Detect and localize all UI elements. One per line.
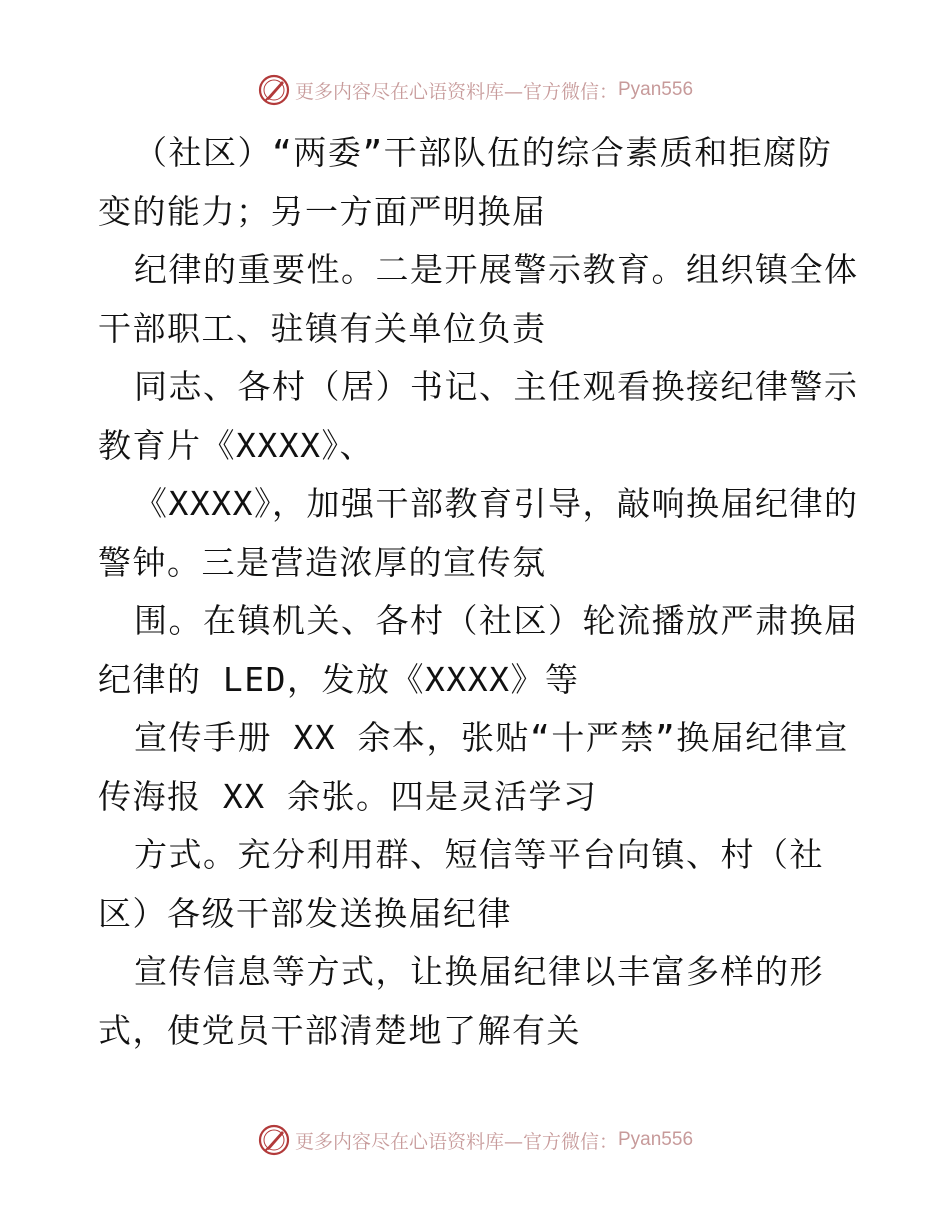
body-line: 《XXXX》，加强干部教育引导，敲响换届纪律的	[134, 484, 859, 523]
quill-seal-icon	[257, 73, 291, 107]
body-line: 干部职工、驻镇有关单位负责	[98, 308, 547, 348]
watermark-text: 更多内容尽在心语资料库—官方微信：	[294, 1130, 618, 1153]
body-line: 宣传手册 XX 余本，张贴“十严禁”换届纪律宣	[134, 718, 849, 757]
footer-watermark	[0, 1120, 950, 1160]
body-line: 同志、各村（居）书记、主任观看换接纪律警示	[134, 367, 859, 406]
header-watermark	[0, 70, 950, 110]
body-line: 方式。充分利用群、短信等平台向镇、村（社	[134, 835, 824, 874]
body-line: 传海报 XX 余张。四是灵活学习	[98, 776, 598, 816]
body-line: （社区）“两委”干部队伍的综合素质和拒腐防	[134, 133, 833, 172]
watermark-text: 更多内容尽在心语资料库—官方微信：	[294, 80, 618, 103]
body-line: 变的能力；另一方面严明换届	[98, 191, 547, 231]
body-line: 式，使党员干部清楚地了解有关	[98, 1010, 581, 1050]
quill-seal-icon	[257, 1123, 291, 1157]
body-line: 围。在镇机关、各村（社区）轮流播放严肃换届	[134, 601, 859, 640]
body-line: 宣传信息等方式，让换届纪律以丰富多样的形	[134, 952, 824, 991]
watermark-wechat-id: Pyan556	[618, 1129, 694, 1150]
watermark-wechat-id: Pyan556	[618, 79, 694, 100]
document-body	[98, 124, 858, 1060]
body-line: 警钟。三是营造浓厚的宣传氛	[98, 542, 547, 582]
body-line: 区）各级干部发送换届纪律	[98, 893, 512, 933]
body-line: 纪律的 LED，发放《XXXX》等	[98, 659, 580, 699]
body-line: 纪律的重要性。二是开展警示教育。组织镇全体	[134, 250, 859, 289]
body-line: 教育片《XXXX》、	[98, 425, 374, 465]
